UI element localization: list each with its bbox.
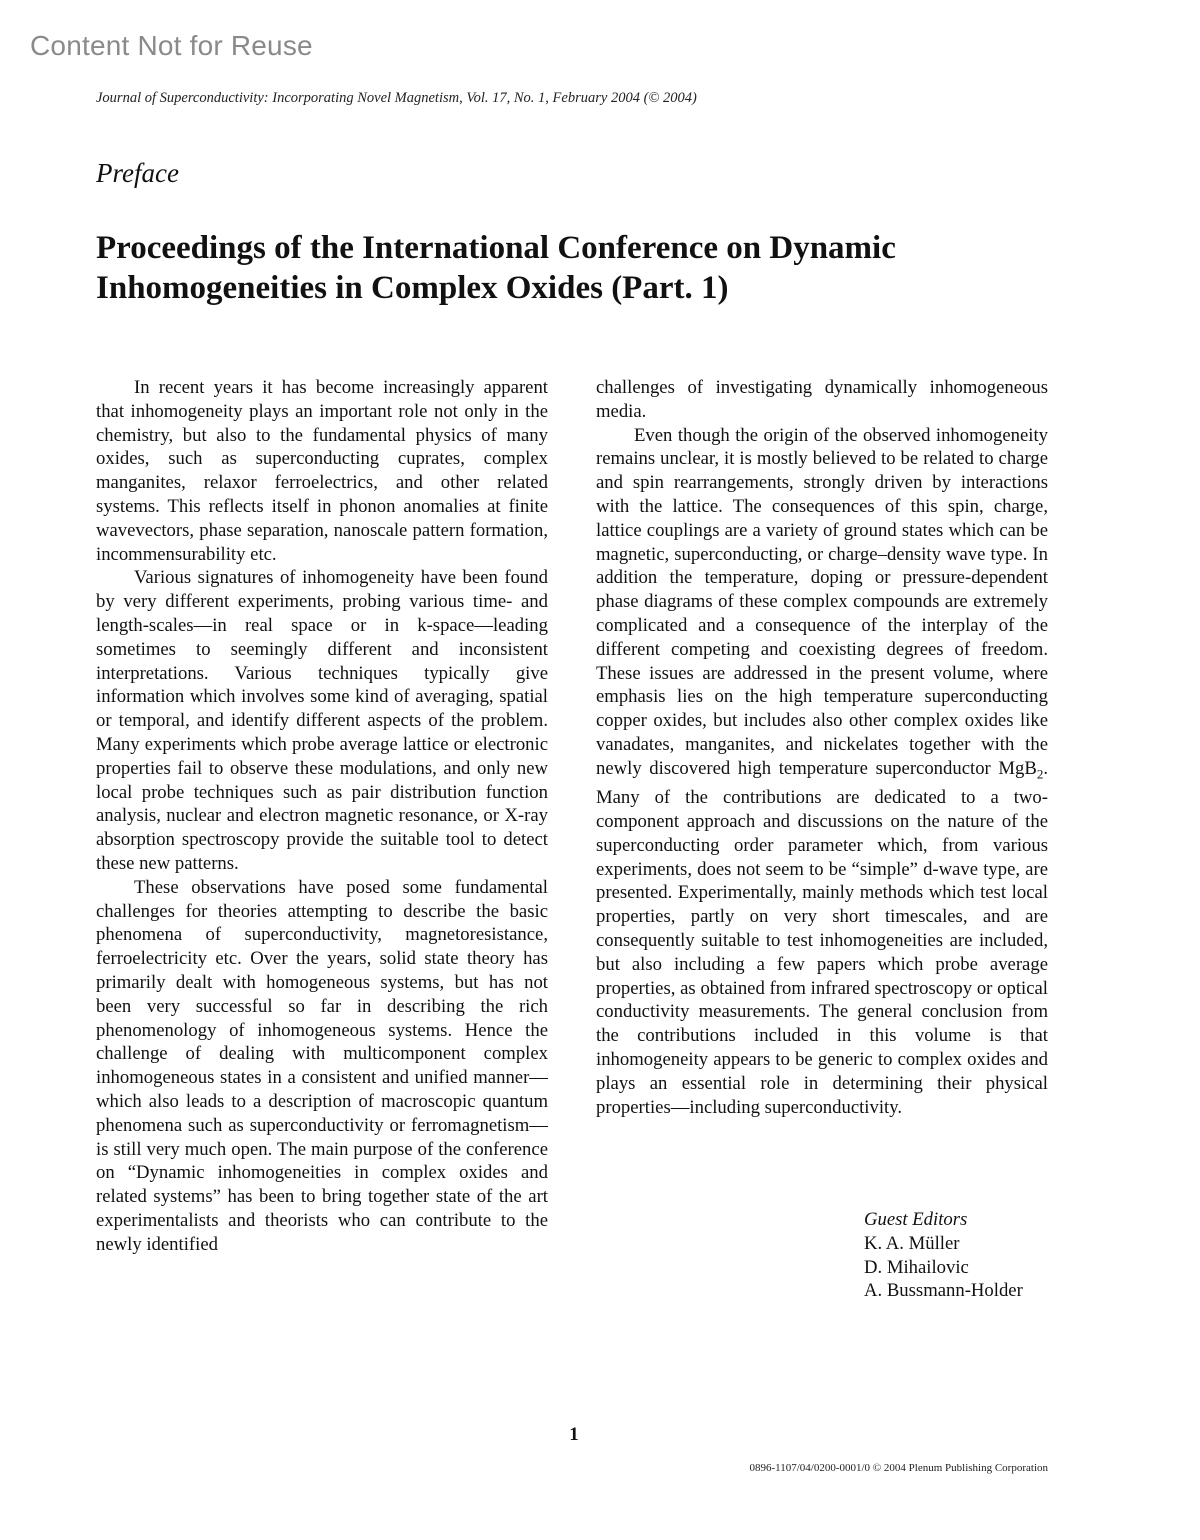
editor-name: A. Bussmann-Holder xyxy=(864,1280,1023,1302)
paragraph: These observations have posed some fundamental challenges for theories attempting to describe the basic phenomena of superconductivity, magnetoresistance, ferroelectricity etc. Over the years, solid state theory has primarily dealt with homogeneous systems, but has not been very successful so far in describing the rich phenomenology of inhomogeneous systems. Hence the challenge of dealing with multicomponent complex inhomogeneous states in a consistent and unified manner—which also leads to a description of macroscopic quantum phenomena such as superconductivity or ferromagnetism—is still very much open. The main purpose of the conference on “Dynamic inhomogeneities in complex oxides and related systems” has been to bring together state of the art experimentalists and theorists who can contribute to the newly identified xyxy=(96,876,548,1255)
paragraph-continued: challenges of investigating dynamically inhomogeneous media. xyxy=(596,377,1048,422)
watermark: Content Not for Reuse xyxy=(30,30,313,61)
title-line-1: Proceedings of the International Conference on Dynamic xyxy=(96,230,896,266)
editor-name: D. Mihailovic xyxy=(864,1256,969,1278)
editors-role: Guest Editors xyxy=(864,1209,968,1230)
paragraph-text-a: Even though the origin of the observed inhomogeneity remains unclear, it is mostly believed to be related to charge and spin rearrangements, strongly driven by interactions with the lattice. The consequences of this spin, charge, lattice couplings are a variety of ground states which can be magnetic, superconducting, or charge–density wave type. In addition the temperature, doping or pressure-dependent phase diagrams of these complex compounds are extremely complicated and a consequence of the interplay of the different competing and coexisting degrees of freedom. These issues are addressed in the present volume, where emphasis lies on the high temperature superconducting copper oxides, but includes also other complex oxides like vanadates, manganites, and nickelates together with the newly discovered high temperature superconductor MgB xyxy=(596,424,1048,779)
issn-footer: 0896-1107/04/0200-0001/0 © 2004 Plenum Publishing Corporation xyxy=(749,1462,1048,1474)
paragraph: In recent years it has become increasingly apparent that inhomogeneity plays an important role not only in the chemistry, but also to the fundamental physics of many oxides, such as superconducting cuprates, complex manganites, relaxor ferroelectrics, and other related systems. This reflects itself in phonon anomalies at finite wavevectors, phase separation, nanoscale pattern formation, incommensurability etc. xyxy=(96,377,548,565)
page-number: 1 xyxy=(569,1424,579,1445)
paragraph xyxy=(596,424,1048,1120)
left-column xyxy=(96,376,548,1256)
article-title xyxy=(96,228,1096,308)
paragraph-text-b: . Many of the contributions are dedicated to a two-component approach and discussions on the nature of the superconducting order parameter which, from various experiments, does not seem to be “simple” d-wave type, are presented. Experimentally, mainly methods which test local properties, partly on very short timescales, and are consequently suitable to test inhomogeneities are included, but also including a few papers which probe average properties, as obtained from infrared spectroscopy or optical conductivity measurements. The general conclusion from the contributions included in this volume is that inhomogeneity appears to be generic to complex oxides and plays an essential role in determining their physical properties—including superconductivity. xyxy=(596,757,1048,1118)
title-line-2: Inhomogeneities in Complex Oxides (Part. 1) xyxy=(96,270,729,306)
section-label: Preface xyxy=(96,158,179,188)
paragraph: Various signatures of inhomogeneity have been found by very different experiments, probing various time- and length-scales—in real space or in k-space—leading sometimes to seemingly different and inconsistent interpretations. Various techniques typically give information which involves some kind of averaging, spatial or temporal, and identify different aspects of the problem. Many experiments which probe average lattice or electronic properties fail to observe these modulations, and only new local probe techniques such as pair distribution function analysis, nuclear and electron magnetic resonance, or X-ray absorption spectroscopy provide the suitable tool to detect these new patterns. xyxy=(96,567,548,874)
subscript: 2 xyxy=(1036,766,1044,782)
guest-editors xyxy=(864,1208,1023,1303)
editor-name: K. A. Müller xyxy=(864,1232,960,1254)
journal-header: Journal of Superconductivity: Incorporating Novel Magnetism, Vol. 17, No. 1, February 2004 (© 2004) xyxy=(96,90,697,106)
right-column xyxy=(596,376,1048,1119)
